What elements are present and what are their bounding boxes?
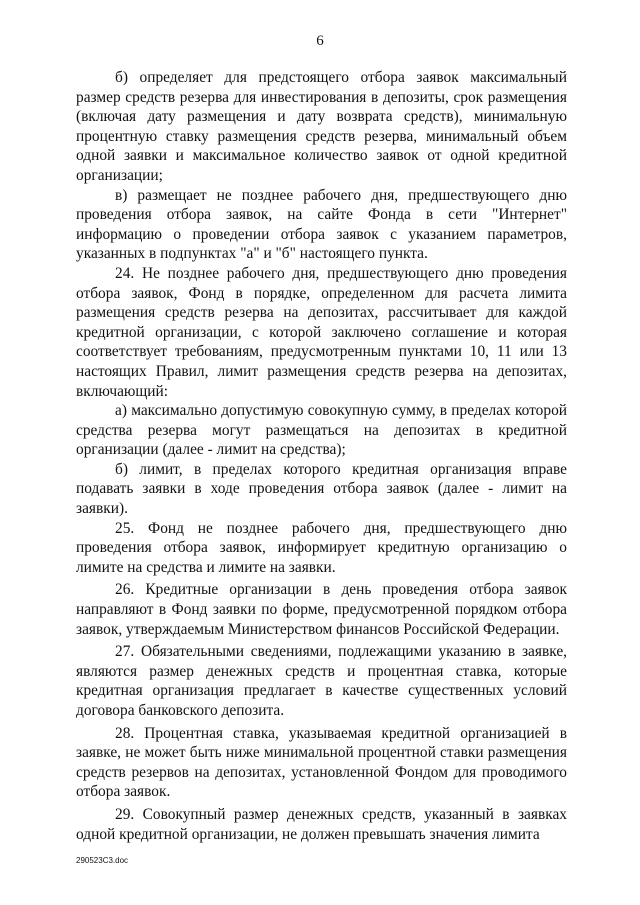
document-file-code: 290523C3.doc — [76, 856, 129, 865]
paragraph-item-26: 26. Кредитные организации в день проведения отбора заявок направляют в Фонд заявки по форме, предусмотренной порядком отбора заявок, утверждаемым Министерством финансов Российской Федерации. — [76, 581, 567, 638]
paragraph-subitem-b: б) определяет для предстоящего отбора заявок максимальный размер средств резерва для инвестирования в депозиты, срок размещения (включая дату размещения и дату возврата средств), минимальную процентную ставку размещения средств резерва, минимальный объем одной заявки и максимальное количество заявок от одной кредитной организации; — [76, 69, 567, 184]
paragraph-item-24-b: б) лимит, в пределах которого кредитная организация вправе подавать заявки в ходе проведения отбора заявок (далее - лимит на заявки). — [76, 460, 567, 518]
paragraph-item-29: 29. Совокупный размер денежных средств, указанный в заявках одной кредитной организации, не должен превышать значения лимита — [76, 805, 567, 843]
document-body — [76, 68, 567, 844]
paragraph-subitem-v: в) размещает не позднее рабочего дня, предшествующего дню проведения отбора заявок, на сайте Фонда в сети "Интернет" информацию о проведении отбора заявок с указанием параметров, указанных в подпунктах "а" и "б" настоящего пункта. — [76, 186, 567, 263]
paragraph-item-27: 27. Обязательными сведениями, подлежащими указанию в заявке, являются размер денежных средств и процентная ставка, которые кредитная организация предлагает в качестве существенных условий договора банковского депозита. — [76, 643, 567, 719]
page-number: 6 — [316, 33, 324, 49]
paragraph-item-28: 28. Процентная ставка, указываемая кредитной организацией в заявке, не может быть ниже минимальной процентной ставки размещения средств резервов на депозитах, установленной Фондом для проводимого отбора заявок. — [76, 724, 567, 801]
paragraph-item-24-a: а) максимально допустимую совокупную сумму, в пределах которой средства резерва могут размещаться на депозитах в кредитной организации (далее - лимит на средства); — [76, 402, 567, 459]
paragraph-item-25: 25. Фонд не позднее рабочего дня, предшествующего дню проведения отбора заявок, информирует кредитную организацию о лимите на средства и лимите на заявки. — [76, 519, 567, 576]
paragraph-item-24: 24. Не позднее рабочего дня, предшествующего дню проведения отбора заявок, Фонд в порядке, определенном для расчета лимита размещения средств резерва на депозитах, рассчитывает для каждой кредитной организации, с которой заключено соглашение и которая соответствует требованиям, предусмотренным пунктами 10, 11 или 13 настоящих Правил, лимит размещения средств резерва на депозитах, включающий: — [76, 264, 567, 400]
